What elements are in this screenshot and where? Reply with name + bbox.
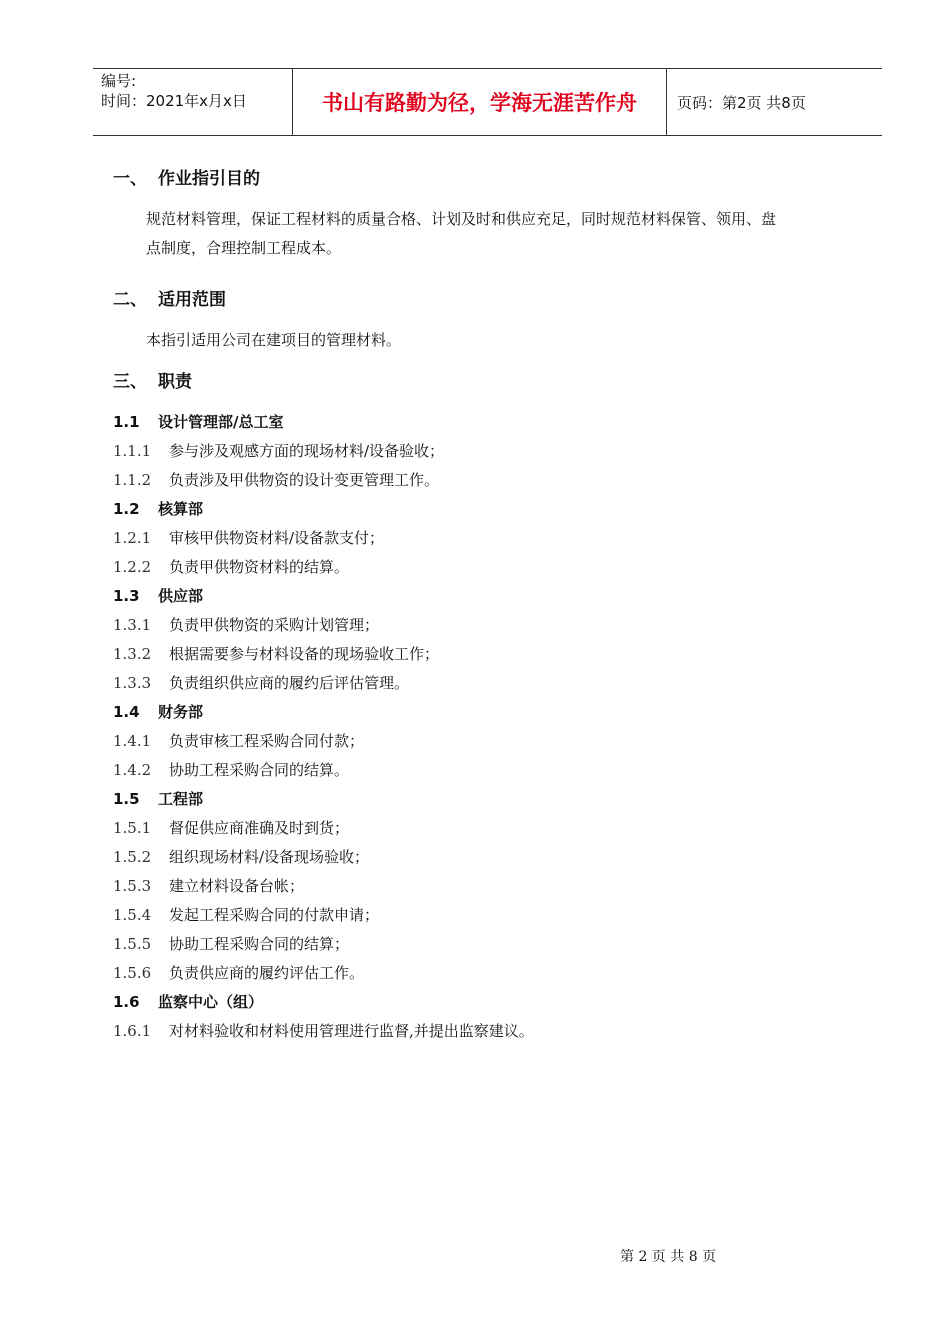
- paragraph-line: 点制度，合理控制工程成本。: [146, 239, 342, 257]
- item-text: 负责组织供应商的履约后评估管理。: [169, 674, 410, 692]
- subsection-heading: [113, 408, 873, 437]
- subsection-title: 设计管理部/总工室: [158, 413, 284, 431]
- paragraph-line: 规范材料管理，保证工程材料的质量合格、计划及时和供应充足，同时规范材料保管、领用、盘: [146, 210, 777, 228]
- document-body: [113, 165, 873, 1046]
- subsection-number: 1.4: [113, 703, 140, 721]
- time-label: 时间：2021年x月x日: [101, 92, 247, 110]
- header-page-number: 页码：第2页 共8页: [677, 93, 806, 112]
- list-item: [113, 930, 873, 959]
- item-number: 1.5.2: [113, 848, 152, 866]
- list-item: [113, 669, 873, 698]
- section-paragraph: [113, 205, 873, 263]
- item-number: 1.3.1: [113, 616, 152, 634]
- subsection-number: 1.3: [113, 587, 140, 605]
- item-number: 1.5.5: [113, 935, 152, 953]
- item-number: 1.5.4: [113, 906, 152, 924]
- item-number: 1.4.1: [113, 732, 152, 750]
- item-text: 审核甲供物资材料/设备款支付；: [169, 529, 385, 547]
- item-text: 督促供应商准确及时到货；: [169, 819, 350, 837]
- item-text: 参与涉及观感方面的现场材料/设备验收；: [169, 442, 445, 460]
- footer-page-number: 第 2 页 共 8 页: [620, 1249, 717, 1265]
- list-item: [113, 814, 873, 843]
- section-title: 适用范围: [158, 290, 226, 310]
- subsection-heading: [113, 582, 873, 611]
- item-text: 发起工程采购合同的付款申请；: [169, 906, 380, 924]
- subsection-title: 监察中心（组）: [158, 993, 264, 1011]
- list-item: [113, 553, 873, 582]
- item-text: 协助工程采购合同的结算。: [169, 761, 350, 779]
- item-number: 1.5.6: [113, 964, 152, 982]
- subsection-heading: [113, 988, 873, 1017]
- header-meta: [93, 69, 293, 135]
- section-number: 一、: [113, 169, 147, 189]
- item-number: 1.5.1: [113, 819, 152, 837]
- section-title: 作业指引目的: [158, 169, 260, 189]
- code-label: 编号:: [101, 72, 137, 90]
- section-number: 三、: [113, 372, 147, 392]
- list-item: [113, 872, 873, 901]
- item-number: 1.5.3: [113, 877, 152, 895]
- list-item: [113, 640, 873, 669]
- subsection-number: 1.6: [113, 993, 140, 1011]
- section-heading: [113, 165, 873, 193]
- item-number: 1.3.2: [113, 645, 152, 663]
- item-text: 负责涉及甲供物资的设计变更管理工作。: [169, 471, 440, 489]
- list-item: [113, 901, 873, 930]
- item-number: 1.6.1: [113, 1022, 152, 1040]
- paragraph-line: 本指引适用公司在建项目的管理材料。: [146, 331, 402, 349]
- list-item: [113, 756, 873, 785]
- item-text: 组织现场材料/设备现场验收；: [169, 848, 370, 866]
- item-number: 1.2.2: [113, 558, 152, 576]
- section-title: 职责: [158, 372, 192, 392]
- subsection-number: 1.2: [113, 500, 140, 518]
- item-text: 对材料验收和材料使用管理进行监督,并提出监察建议。: [169, 1022, 534, 1040]
- subsection-number: 1.5: [113, 790, 140, 808]
- list-item: [113, 727, 873, 756]
- item-number: 1.1.1: [113, 442, 152, 460]
- list-item: [113, 611, 873, 640]
- section-number: 二、: [113, 290, 147, 310]
- item-text: 负责供应商的履约评估工作。: [169, 964, 365, 982]
- list-item: [113, 524, 873, 553]
- item-text: 负责审核工程采购合同付款；: [169, 732, 365, 750]
- subsection-heading: [113, 495, 873, 524]
- list-item: [113, 1017, 873, 1046]
- subsection-title: 供应部: [158, 587, 204, 605]
- section-heading: [113, 368, 873, 396]
- item-number: 1.4.2: [113, 761, 152, 779]
- list-item: [113, 466, 873, 495]
- header-motto: 书山有路勤为径，学海无涯苦作舟: [293, 69, 667, 135]
- page-header: [93, 68, 882, 136]
- item-number: 1.1.2: [113, 471, 152, 489]
- section-paragraph: [113, 326, 873, 355]
- subsection-title: 财务部: [158, 703, 204, 721]
- subsection-heading: [113, 698, 873, 727]
- item-text: 建立材料设备台帐；: [169, 877, 305, 895]
- list-item: [113, 437, 873, 466]
- subsection-title: 工程部: [158, 790, 204, 808]
- item-text: 负责甲供物资的采购计划管理；: [169, 616, 380, 634]
- subsection-title: 核算部: [158, 500, 204, 518]
- item-number: 1.3.3: [113, 674, 152, 692]
- item-number: 1.2.1: [113, 529, 152, 547]
- subsection-heading: [113, 785, 873, 814]
- list-item: [113, 959, 873, 988]
- subsection-number: 1.1: [113, 413, 140, 431]
- item-text: 协助工程采购合同的结算；: [169, 935, 350, 953]
- item-text: 根据需要参与材料设备的现场验收工作；: [169, 645, 440, 663]
- list-item: [113, 843, 873, 872]
- responsibility-list: [113, 408, 873, 1046]
- item-text: 负责甲供物资材料的结算。: [169, 558, 350, 576]
- section-heading: [113, 286, 873, 314]
